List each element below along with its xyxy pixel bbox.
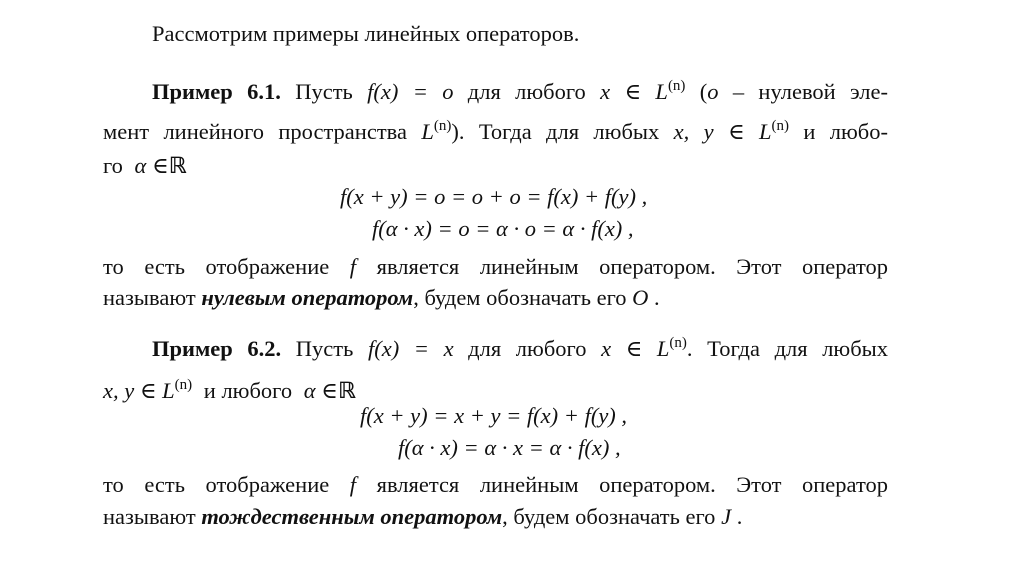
example2-label: Пример 6.2.	[152, 336, 282, 361]
example1-formula2: f(α · x) = o = α · o = α · f(x) ,	[372, 216, 634, 241]
real-numbers-symbol: ℝ	[337, 378, 356, 404]
example2-conclusion1: то есть отображение f является линейным оператором. Этот оператор	[103, 472, 888, 497]
example1-conclusion2: называют нулевым оператором, будем обозначать его O .	[103, 285, 660, 310]
example1-conclusion1: то есть отображение f является линейным оператором. Этот оператор	[103, 254, 888, 279]
example1-formula1: f(x + y) = o = o + o = f(x) + f(y) ,	[340, 184, 648, 209]
example2-line2: x, y ∈ $L^{(n)}$ и любого α ∈ℝ	[103, 377, 356, 404]
example2-conclusion2: называют тождественным оператором, будем обозначать его J .	[103, 504, 743, 529]
example1-line2: мент линейного пространства $L^{(n)}$). Тогда для любых x, y ∈ $L^{(n)}$ и любо-	[103, 118, 888, 144]
example1-label: Пример 6.1.	[152, 79, 281, 104]
term-zero-operator: нулевым оператором	[201, 285, 414, 310]
example1-line3: го α ∈ℝ	[103, 153, 187, 179]
example1-line1: Пример 6.1. Пусть f(x) = o для любого x ∈ $L^{(n)}$ (o – нулевой эле-	[152, 78, 888, 104]
intro-text: Рассмотрим примеры линейных операторов.	[152, 21, 580, 46]
example2-formula2: f(α · x) = α · x = α · f(x) ,	[398, 435, 621, 460]
term-identity-operator: тождественным оператором	[201, 504, 503, 529]
example2-formula1: f(x + y) = x + y = f(x) + f(y) ,	[360, 403, 628, 428]
real-numbers-symbol: ℝ	[168, 153, 187, 179]
example2-line1: Пример 6.2. Пусть f(x) = x для любого x ∈ $L^{(n)}$. Тогда для любых	[152, 335, 889, 361]
